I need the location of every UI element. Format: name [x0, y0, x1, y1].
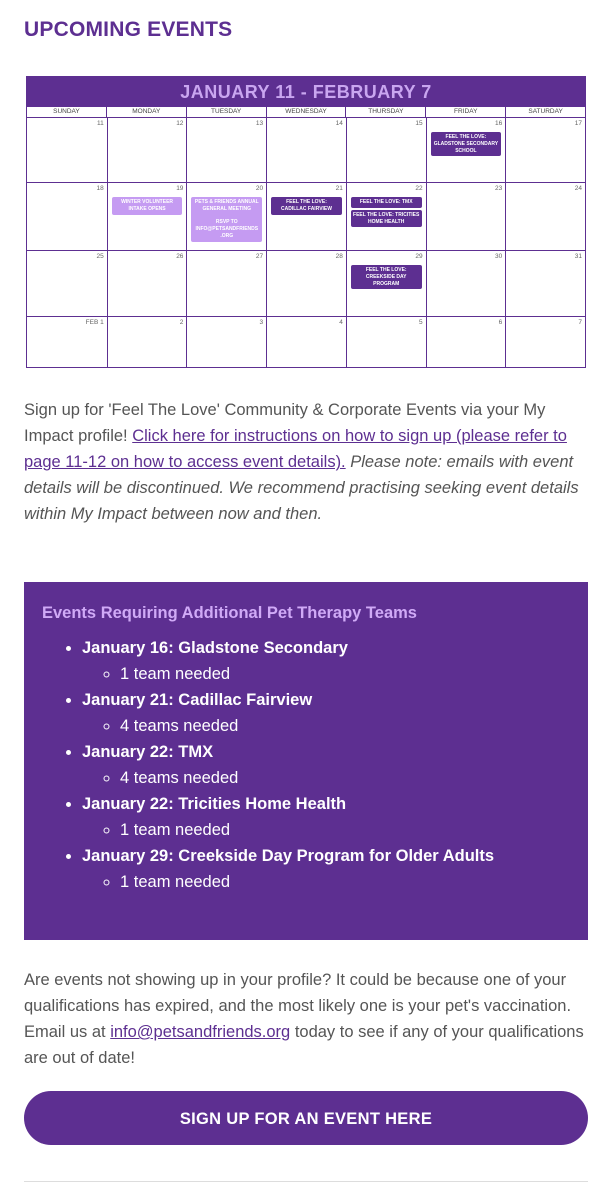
day-number: 21 — [335, 185, 343, 192]
day-number: FEB 1 — [85, 319, 104, 326]
signup-instructions-link[interactable]: Click here for instructions on how to sign up (please refer to page 11-12 on how to access event details). — [24, 427, 567, 471]
day-number: 15 — [415, 120, 423, 127]
calendar-event: PETS & FRIENDS ANNUAL GENERAL MEETING RSVP TO INFO@PETSANDFRIENDS .ORG — [191, 197, 262, 242]
teams-needed-count: ◦ 4 teams needed — [120, 765, 570, 791]
day-number: 31 — [574, 253, 582, 260]
calendar-event: FEEL THE LOVE: TMX — [351, 197, 422, 208]
calendar-day-cell — [266, 250, 346, 316]
day-number: 2 — [179, 319, 184, 326]
day-number: 23 — [495, 185, 503, 192]
calendar-day-cell — [426, 182, 506, 250]
day-number: 11 — [96, 120, 104, 127]
calendar-day-cell — [426, 316, 506, 368]
team-event-item — [82, 791, 570, 843]
calendar-title: JANUARY 11 - FEBRUARY 7 — [27, 77, 585, 107]
sign-up-event-button[interactable]: SIGN UP FOR AN EVENT HERE — [24, 1091, 588, 1145]
calendar-event: FEEL THE LOVE: TRICITIES HOME HEALTH — [351, 210, 422, 228]
day-number: 14 — [335, 120, 343, 127]
day-number: 3 — [259, 319, 264, 326]
day-number: 18 — [96, 185, 104, 192]
teams-needed-count: ◦ 1 team needed — [120, 817, 570, 843]
calendar-day-cell — [186, 118, 266, 182]
calendar-event: FEEL THE LOVE: GLADSTONE SECONDARY SCHOOL — [431, 132, 502, 156]
day-number: 20 — [255, 185, 264, 192]
weekday-label: SUNDAY — [53, 108, 80, 115]
calendar-day-cell — [505, 182, 585, 250]
day-number: 4 — [339, 319, 343, 326]
day-number: 13 — [255, 120, 264, 127]
teams-needed-count: ◦ 1 team needed — [120, 661, 570, 687]
calendar-weekday-header — [27, 107, 585, 118]
calendar-day-cell — [186, 182, 266, 250]
calendar-event: FEEL THE LOVE: CREEKSIDE DAY PROGRAM — [351, 265, 422, 289]
signup-note: Please note: emails with event details will be discontinued. We recommend practising seeking event details within My Impact between now and then. — [24, 453, 579, 523]
calendar-day-cell — [505, 118, 585, 182]
weekday-label: WEDNESDAY — [266, 107, 346, 117]
calendar-day-cell — [266, 182, 346, 250]
email-link[interactable]: info@petsandfriends.org — [110, 1023, 291, 1041]
team-event-name: January 22: Tricities Home Health — [82, 795, 347, 813]
calendar-day-cell — [426, 118, 506, 182]
calendar-day-cell — [346, 316, 426, 368]
signup-intro: Sign up for 'Feel The Love' Community & Corporate Events via your My Impact profile! — [24, 401, 546, 445]
team-event-name: January 29: Creekside Day Program for Older Adults — [82, 847, 495, 865]
calendar-day-cell — [107, 118, 187, 182]
signup-paragraph — [24, 397, 590, 527]
day-number: 22 — [415, 185, 423, 192]
calendar-day-cell — [346, 182, 426, 250]
teams-box-title: Events Requiring Additional Pet Therapy Teams — [42, 604, 417, 622]
day-number: 26 — [176, 253, 184, 260]
day-number: 7 — [578, 319, 582, 326]
team-event-name: January 22: TMX — [82, 743, 214, 761]
teams-needed-count: ◦ 4 teams needed — [120, 713, 570, 739]
team-event-name: January 21: Cadillac Fairview — [82, 691, 313, 709]
calendar-day-cell — [186, 250, 266, 316]
team-event-item — [82, 739, 570, 791]
calendar-day-cell — [107, 316, 187, 368]
day-number: 28 — [335, 253, 343, 260]
section-title: UPCOMING EVENTS — [24, 18, 233, 41]
calendar-day-cell — [505, 250, 585, 316]
calendar-day-cell — [505, 316, 585, 368]
day-number: 25 — [96, 253, 104, 260]
calendar-event: WINTER VOLUNTEER INTAKE OPENS — [112, 197, 183, 215]
day-number: 29 — [415, 253, 423, 260]
calendar-day-cell — [27, 118, 107, 182]
profile-note-paragraph — [24, 967, 590, 1071]
team-event-item — [82, 687, 570, 739]
calendar-day-cell — [426, 250, 506, 316]
calendar-day-cell — [346, 250, 426, 316]
day-number: 27 — [255, 253, 264, 260]
divider — [24, 1181, 588, 1182]
teams-list — [42, 635, 570, 895]
weekday-label: THURSDAY — [345, 107, 425, 117]
team-event-name: January 16: Gladstone Secondary — [82, 639, 348, 657]
team-event-item — [82, 635, 570, 687]
calendar-event: FEEL THE LOVE: CADILLAC FAIRVIEW — [271, 197, 342, 215]
events-calendar — [26, 76, 586, 368]
calendar-day-cell — [27, 316, 107, 368]
teams-needed-box — [24, 582, 588, 940]
day-number: 19 — [176, 185, 184, 192]
team-event-item — [82, 843, 570, 895]
weekday-label: MONDAY — [106, 107, 186, 117]
calendar-day-cell — [107, 250, 187, 316]
calendar-day-cell — [186, 316, 266, 368]
day-number: 16 — [495, 120, 503, 127]
profile-note-after: today to see if any of your qualifications are out of date! — [24, 1023, 584, 1067]
day-number: 5 — [418, 319, 423, 326]
weekday-label: TUESDAY — [186, 107, 266, 117]
day-number: 30 — [495, 253, 503, 260]
day-number: 6 — [498, 319, 503, 326]
calendar-day-cell — [266, 118, 346, 182]
day-number: 17 — [574, 120, 582, 127]
day-number: 12 — [176, 120, 184, 127]
calendar-day-cell — [266, 316, 346, 368]
calendar-grid — [27, 118, 585, 368]
day-number: 24 — [574, 185, 582, 192]
weekday-label: SATURDAY — [505, 107, 585, 117]
weekday-label: FRIDAY — [425, 107, 505, 117]
calendar-day-cell — [27, 182, 107, 250]
calendar-day-cell — [107, 182, 187, 250]
calendar-day-cell — [27, 250, 107, 316]
profile-note-before: Are events not showing up in your profile? It could be because one of your qualifications has expired, and the most likely one is your pet's vaccination. Email us at — [24, 971, 572, 1041]
calendar-day-cell — [346, 118, 426, 182]
teams-needed-count: ◦ 1 team needed — [120, 869, 570, 895]
